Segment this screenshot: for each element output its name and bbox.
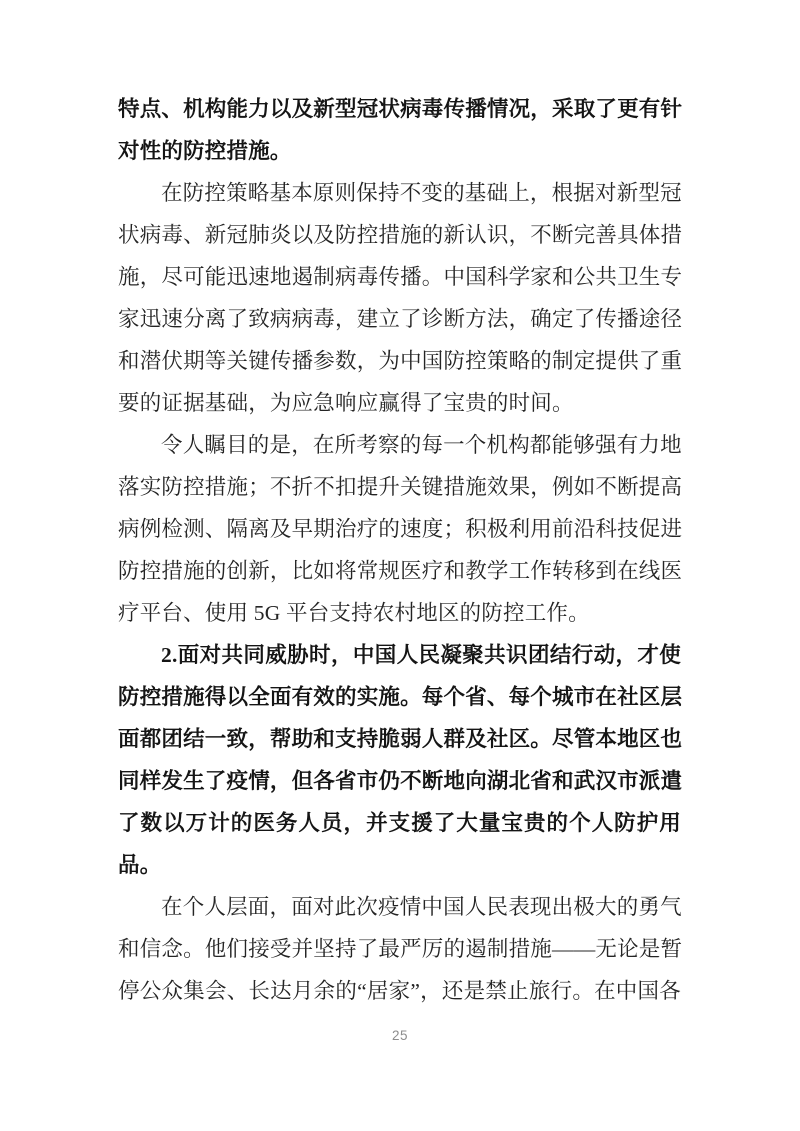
- document-body: [118, 88, 681, 1012]
- body-line: 疗平台、使用 5G 平台支持农村地区的防控工作。: [118, 601, 590, 625]
- body-line: 防控措施得以全面有效的实施。每个省、每个城市在社区层: [118, 685, 683, 709]
- body-line: 令人瞩目的是，在所考察的每一个机构都能够强有力地: [161, 433, 682, 457]
- body-line: 在个人层面，面对此次疫情中国人民表现出极大的勇气: [161, 895, 682, 919]
- body-line: 同样发生了疫情，但各省市仍不断地向湖北省和武汉市派遣: [118, 769, 683, 793]
- body-line: 要的证据基础，为应急响应赢得了宝贵的时间。: [118, 391, 574, 415]
- body-line: 在防控策略基本原则保持不变的基础上，根据对新型冠: [161, 181, 682, 205]
- body-line: 对性的防控措施。: [118, 139, 292, 163]
- body-line: 面都团结一致，帮助和支持脆弱人群及社区。尽管本地区也: [118, 727, 683, 751]
- body-line: 和潜伏期等关键传播参数，为中国防控策略的制定提供了重: [118, 349, 683, 373]
- body-line: 状病毒、新冠肺炎以及防控措施的新认识，不断完善具体措: [118, 223, 683, 247]
- body-line: 防控措施的创新，比如将常规医疗和教学工作转移到在线医: [118, 559, 683, 583]
- body-line: 特点、机构能力以及新型冠状病毒传播情况，采取了更有针: [118, 97, 683, 121]
- body-line: 落实防控措施；不折不扣提升关键措施效果，例如不断提高: [118, 475, 683, 499]
- body-line: 2.面对共同威胁时，中国人民凝聚共识团结行动，才使: [161, 643, 681, 667]
- body-line: 停公众集会、长达月余的“居家”，还是禁止旅行。在中国各: [118, 979, 681, 1003]
- body-line: 和信念。他们接受并坚持了最严厉的遏制措施——无论是暂: [118, 937, 683, 961]
- body-line: 施，尽可能迅速地遏制病毒传播。中国科学家和公共卫生专: [118, 265, 683, 289]
- page-number: 25: [391, 1028, 409, 1043]
- body-line: 品。: [118, 853, 162, 877]
- body-line: 家迅速分离了致病病毒，建立了诊断方法，确定了传播途径: [118, 307, 683, 331]
- body-line: 了数以万计的医务人员，并支援了大量宝贵的个人防护用: [118, 811, 681, 835]
- body-line: 病例检测、隔离及早期治疗的速度；积极利用前沿科技促进: [118, 517, 683, 541]
